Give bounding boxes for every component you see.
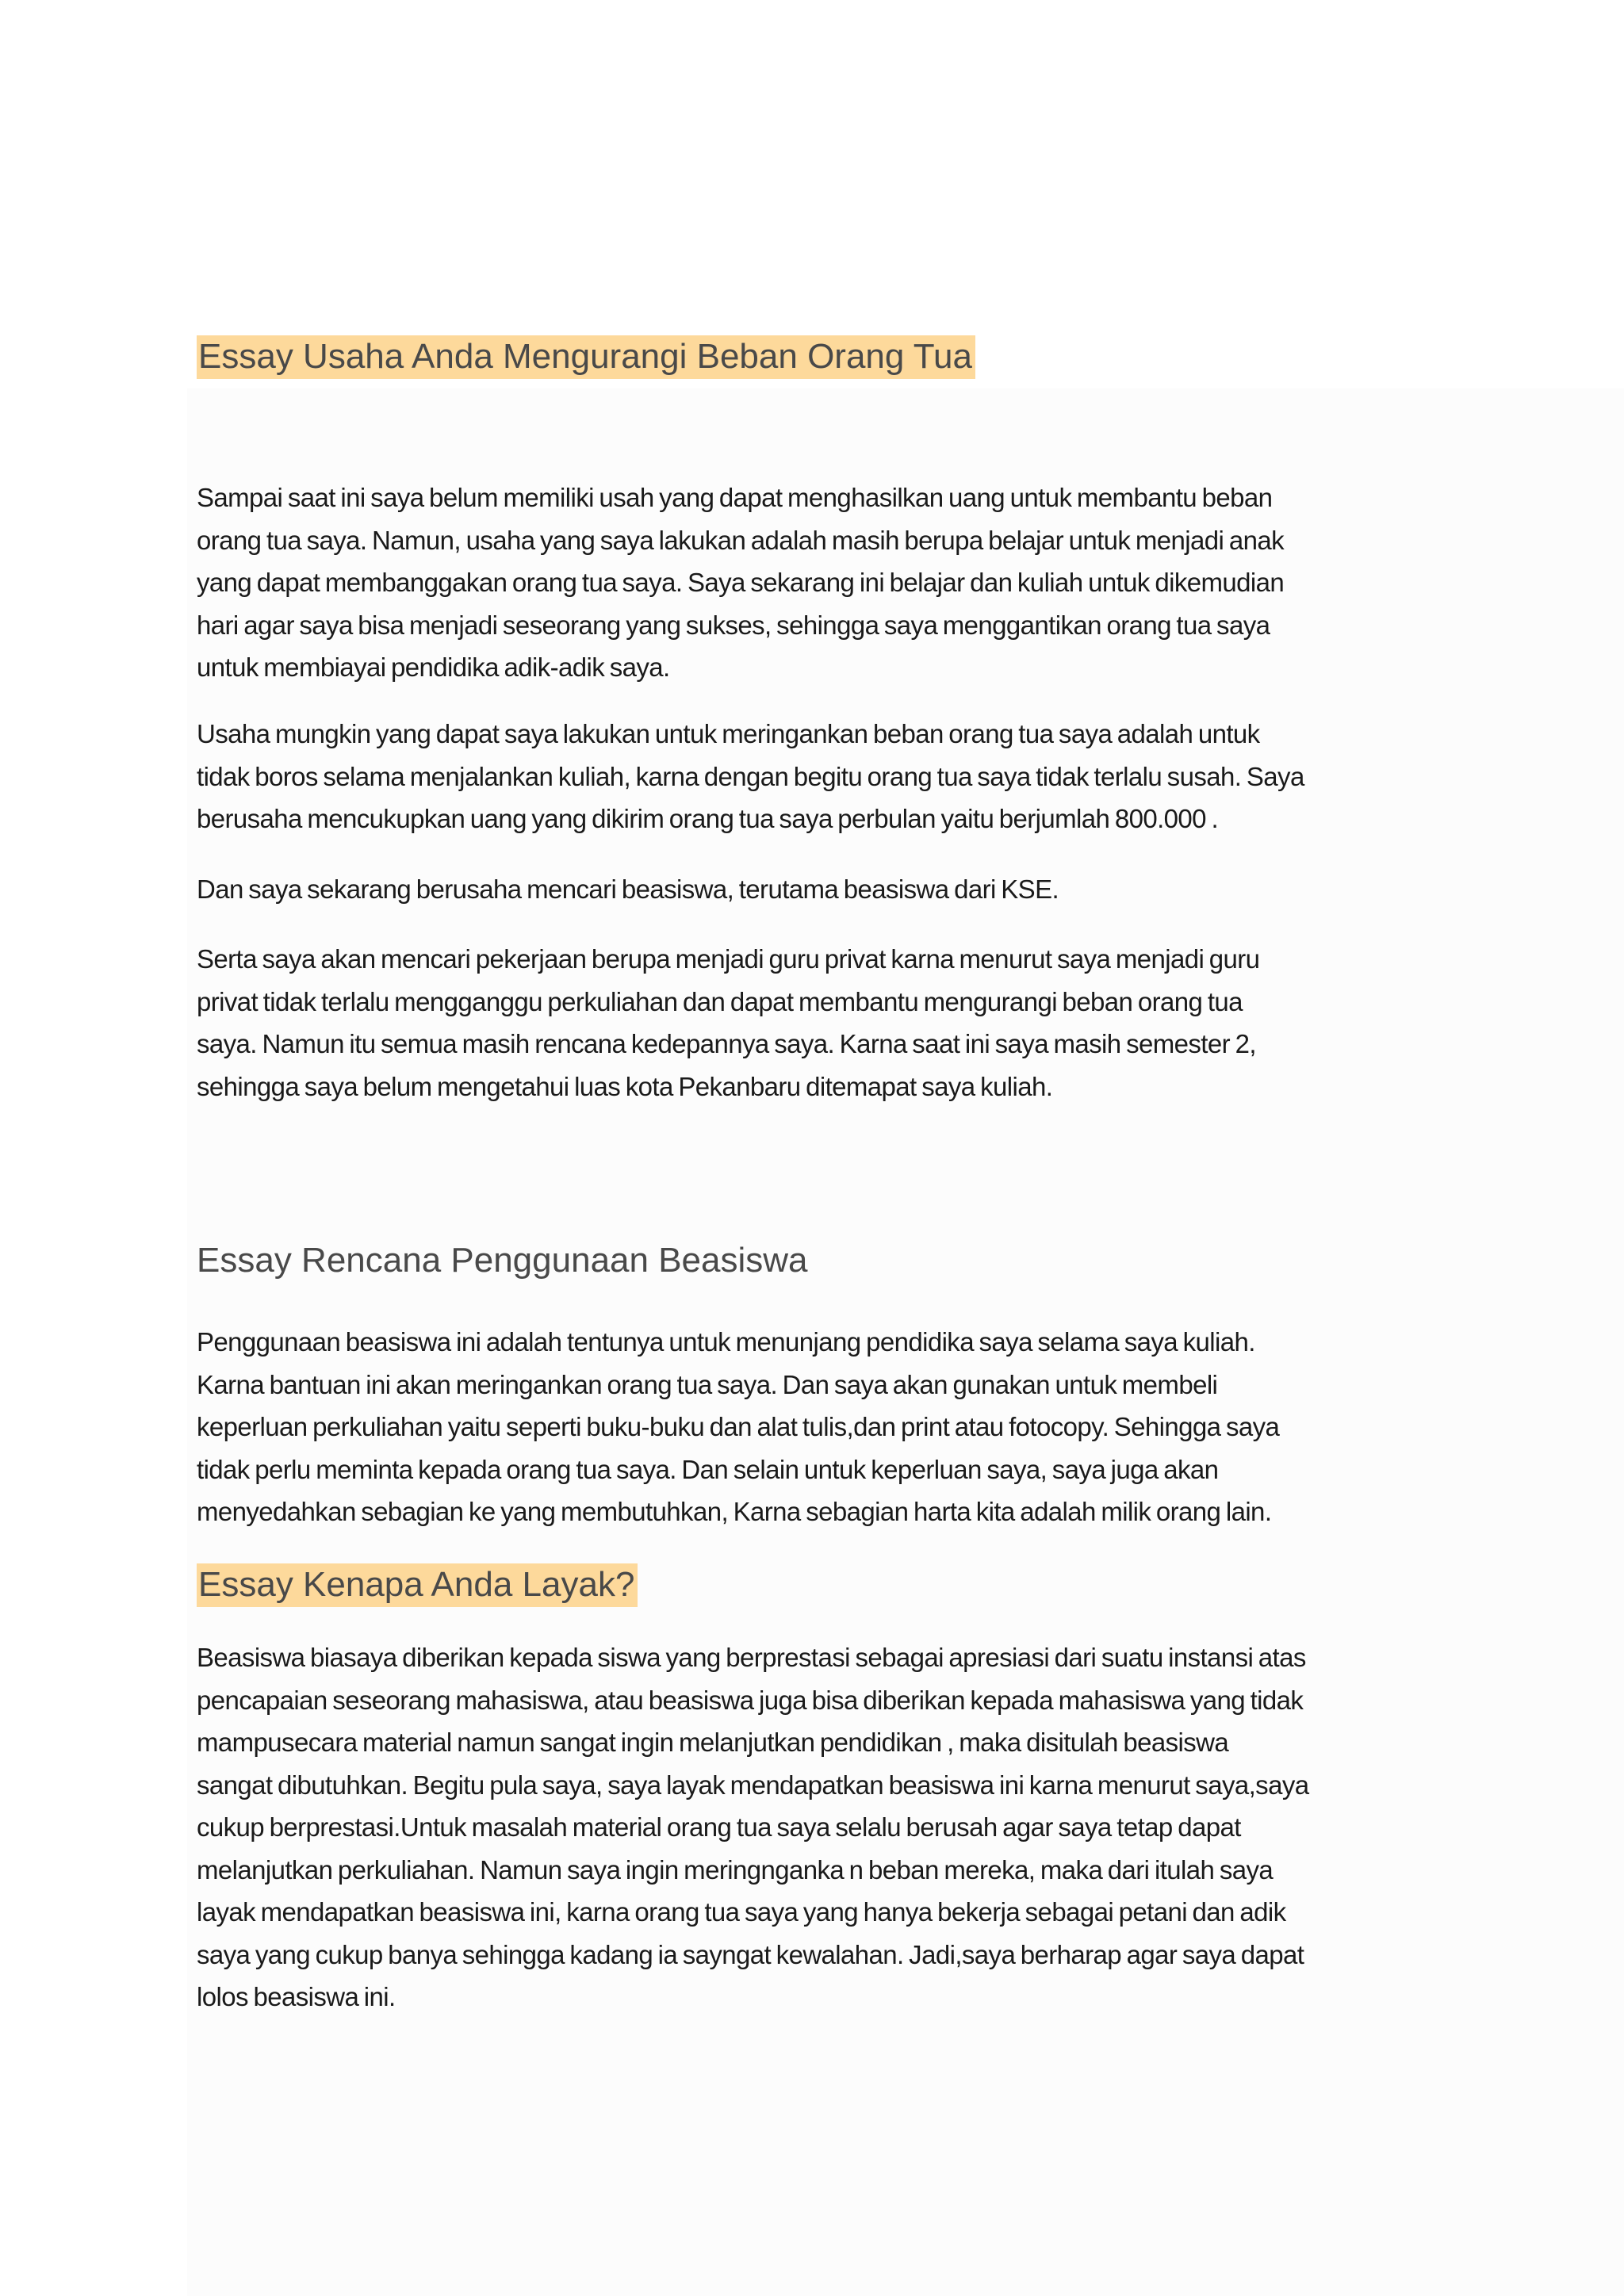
text-line: layak mendapatkan beasiswa ini, karna orang tua saya yang hanya bekerja sebagai petani dan adik [197, 1897, 1286, 1927]
text-line: privat tidak terlalu mengganggu perkuliahan dan dapat membantu mengurangi beban orang tua [197, 986, 1243, 1016]
text-line: melanjutkan perkuliahan. Namun saya ingin meringnganka n beban mereka, maka dari itulah saya [197, 1854, 1274, 1885]
text-line: Beasiswa biasaya diberikan kepada siswa yang berprestasi sebagai apresiasi dari suatu instansi atas [197, 1643, 1306, 1672]
paragraph [197, 476, 1434, 689]
text-line: yang dapat membanggakan orang tua saya. Saya sekarang ini belajar dan kuliah untuk dikemudian [197, 568, 1285, 597]
text-line: keperluan perkuliahan yaitu seperti buku-buku dan alat tulis,dan print atau fotocopy. Sehingga saya [197, 1412, 1280, 1441]
heading-highlight: Essay Usaha Anda Mengurangi Beban Orang Tua [197, 335, 975, 379]
text-line: saya. Namun itu semua masih rencana kedepannya saya. Karna saat ini saya masih semester 2, [197, 1029, 1256, 1058]
text-line: berusaha mencukupkan uang yang dikirim orang tua saya perbulan yaitu berjumlah 800.000 . [197, 804, 1219, 833]
text-line: Dan saya sekarang berusaha mencari beasiswa, terutama beasiswa dari KSE. [197, 874, 1059, 904]
text-line: hari agar saya bisa menjadi seseorang yang sukses, sehingga saya menggantikan orang tua saya [197, 610, 1270, 640]
text-line: Penggunaan beasiswa ini adalah tentunya untuk menunjang pendidika saya selama saya kuliah. [197, 1327, 1255, 1357]
section-heading-layak [197, 1561, 638, 1609]
paragraph [197, 868, 1434, 911]
text-line: Sampai saat ini saya belum memiliki usah yang dapat menghasilkan uang untuk membantu beban [197, 483, 1273, 512]
text-line: saya yang cukup banya sehingga kadang ia sayngat kewalahan. Jadi,saya berharap agar saya dapat [197, 1939, 1304, 1969]
text-line: pencapaian seseorang mahasiswa, atau beasiswa juga bisa diberikan kepada mahasiswa yang tidak [197, 1685, 1304, 1715]
text-line: orang tua saya. Namun, usaha yang saya lakukan adalah masih berupa belajar untuk menjadi anak [197, 525, 1284, 555]
text-line: Karna bantuan ini akan meringankan orang tua saya. Dan saya akan gunakan untuk membeli [197, 1369, 1218, 1399]
heading-highlight: Essay Kenapa Anda Layak? [197, 1563, 638, 1607]
section-heading-usaha [197, 333, 975, 381]
paragraph [197, 938, 1434, 1108]
text-line: tidak boros selama menjalankan kuliah, karna dengan begitu orang tua saya tidak terlalu susah. Saya [197, 761, 1304, 791]
text-line: mampusecara material namun sangat ingin melanjutkan pendidikan , maka disitulah beasiswa [197, 1728, 1229, 1757]
paragraph [197, 1321, 1434, 1533]
text-line: cukup berprestasi.Untuk masalah material orang tua saya selalu berusah agar saya tetap dapat [197, 1812, 1241, 1842]
text-line: lolos beasiswa ini. [197, 1982, 396, 2011]
text-line: untuk membiayai pendidika adik-adik saya. [197, 652, 670, 682]
text-line: Serta saya akan mencari pekerjaan berupa menjadi guru privat karna menurut saya menjadi guru [197, 944, 1260, 974]
paragraph [197, 1636, 1434, 2019]
text-line: sehingga saya belum mengetahui luas kota Pekanbaru ditemapat saya kuliah. [197, 1071, 1053, 1101]
paragraph [197, 713, 1434, 840]
text-line: sangat dibutuhkan. Begitu pula saya, saya layak mendapatkan beasiswa ini karna menurut saya,saya [197, 1770, 1309, 1800]
section-heading-rencana [197, 1237, 808, 1284]
heading-text: Essay Rencana Penggunaan Beasiswa [197, 1241, 808, 1280]
text-line: Usaha mungkin yang dapat saya lakukan untuk meringankan beban orang tua saya adalah untuk [197, 719, 1260, 748]
text-line: tidak perlu meminta kepada orang tua saya. Dan selain untuk keperluan saya, saya juga akan [197, 1454, 1219, 1484]
text-line: menyedahkan sebagian ke yang membutuhkan, Karna sebagian harta kita adalah milik orang lain. [197, 1497, 1272, 1526]
